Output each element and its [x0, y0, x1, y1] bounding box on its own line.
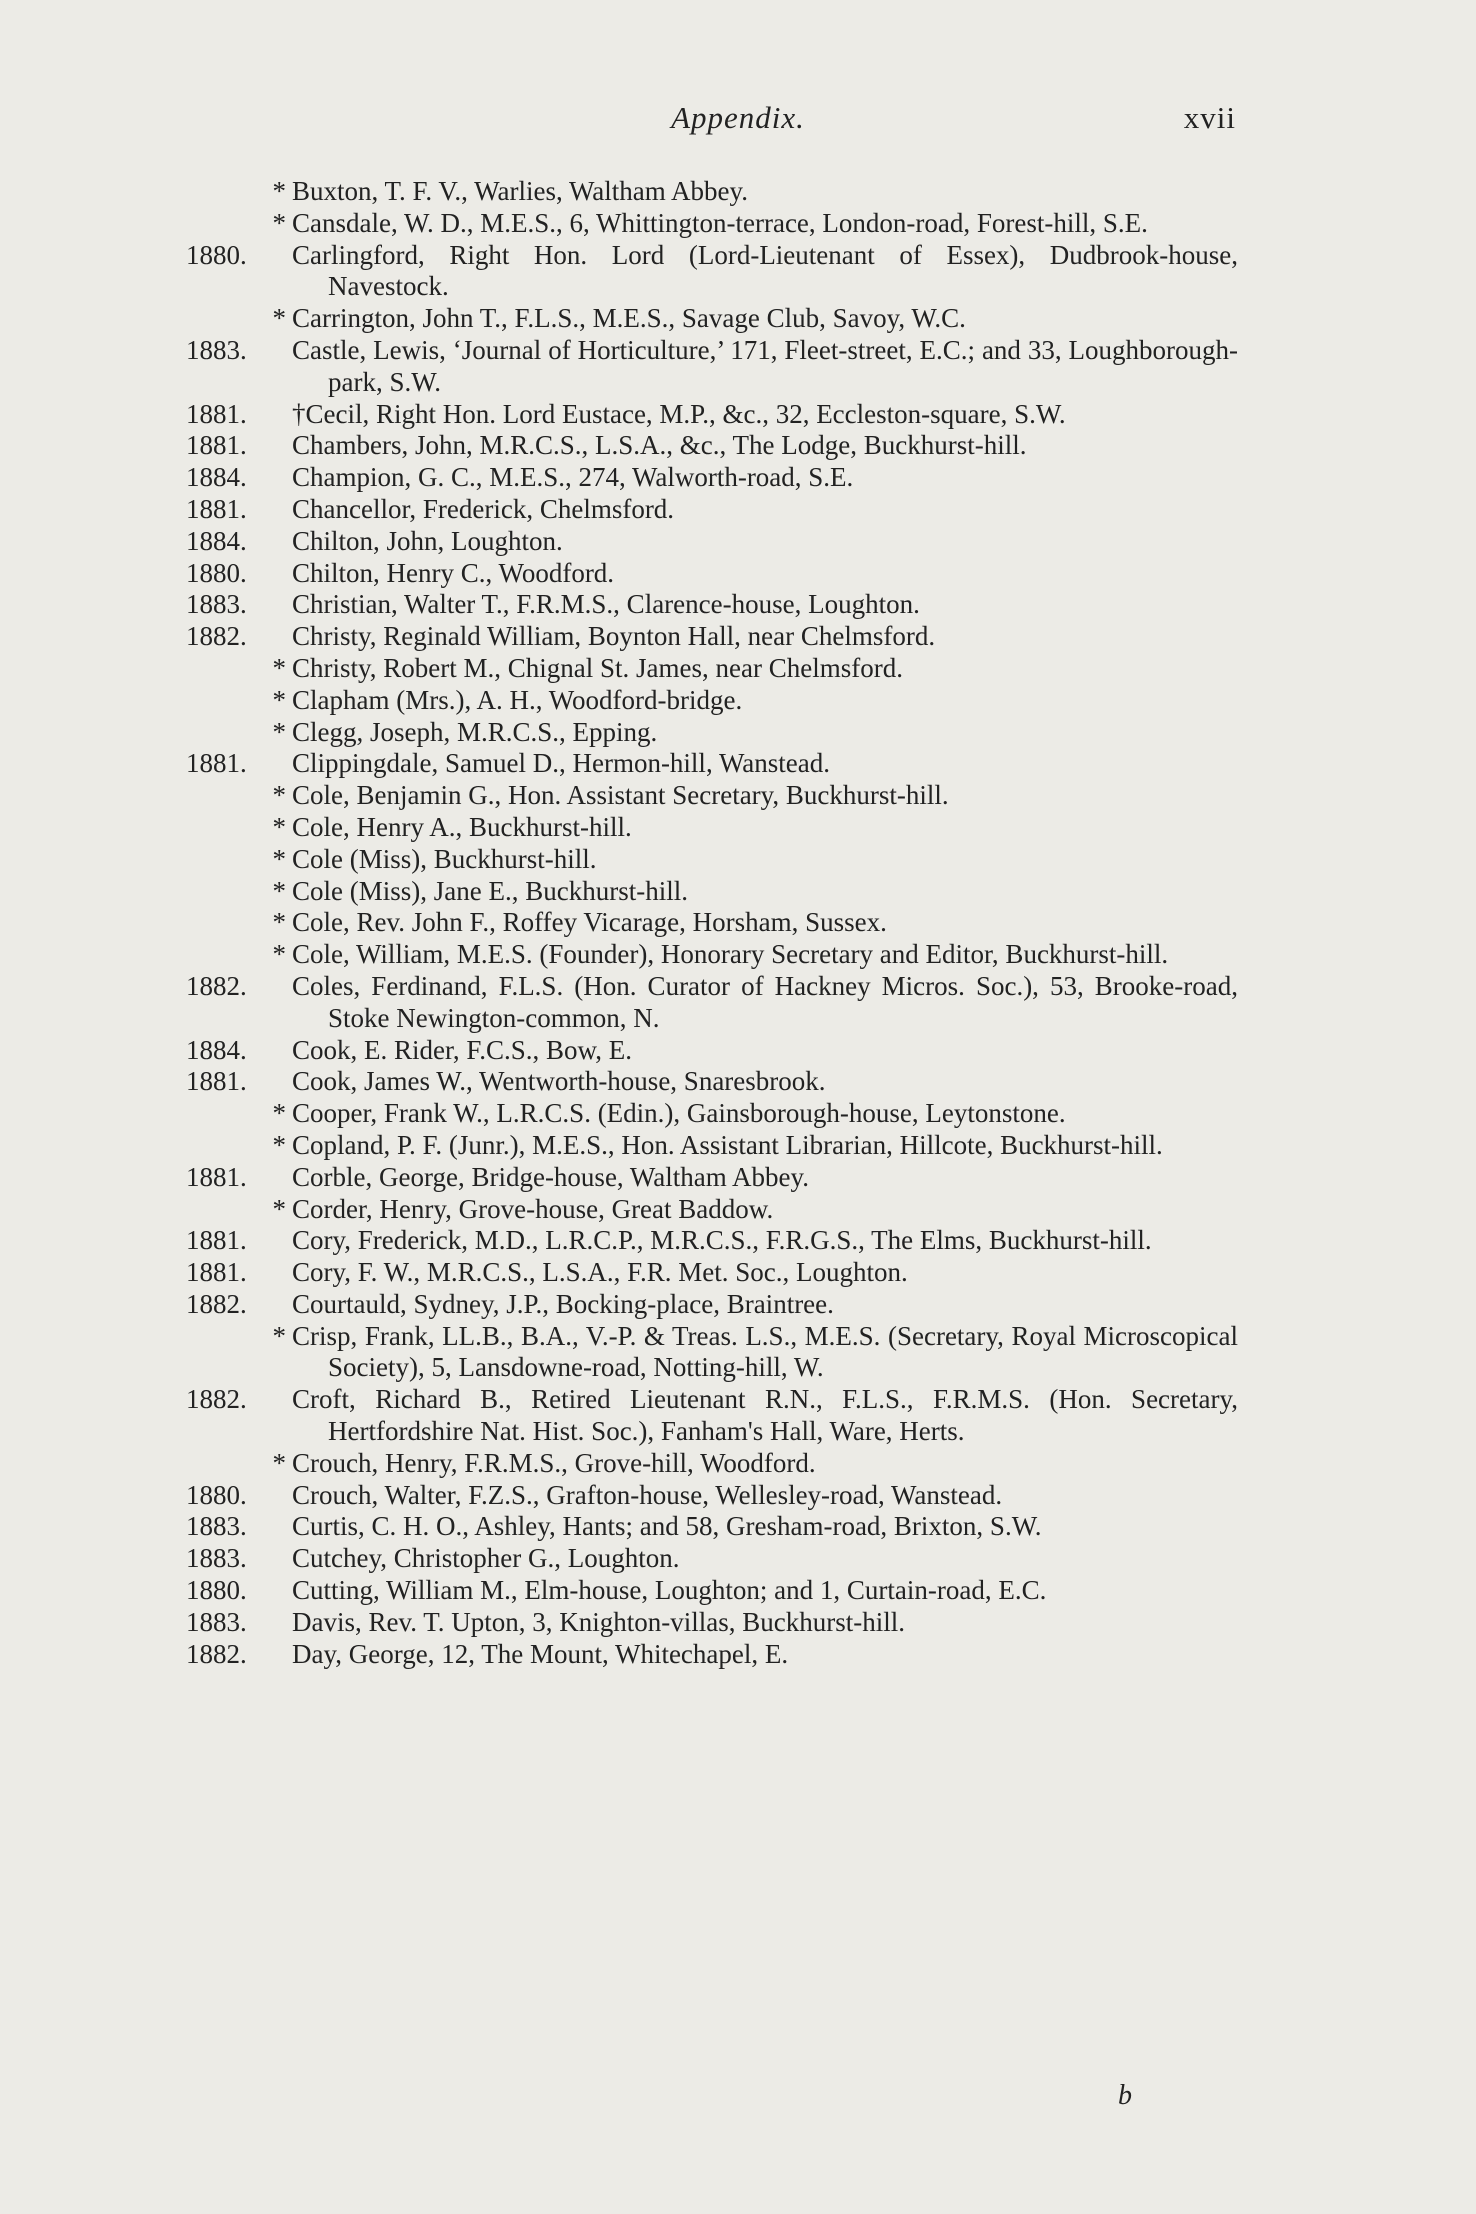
entry-text: Corder, Henry, Grove-house, Great Baddow. [292, 1193, 774, 1224]
entry-asterisk: * [272, 652, 286, 683]
entry-year: 1883. [186, 1606, 247, 1637]
entry-text: Cory, Frederick, M.D., L.R.C.P., M.R.C.S., F.R.G.S., The Elms, Buckhurst-hill. [292, 1225, 1152, 1256]
entry-asterisk: * [272, 1320, 286, 1351]
entry-text: Castle, Lewis, ‘Journal of Horticulture,’ 171, Fleet-street, E.C.; and 33, Loughborough-park, S.W. [292, 334, 1238, 397]
entry-asterisk: * [272, 1129, 286, 1160]
entry-text: Christy, Robert M., Chignal St. James, near Chelmsford. [292, 652, 903, 683]
entry-year: 1880. [186, 1479, 247, 1510]
member-entry [0, 303, 1238, 335]
entry-year: 1882. [186, 1384, 247, 1415]
entry-text: Champion, G. C., M.E.S., 274, Walworth-road, S.E. [292, 462, 854, 493]
page-header [0, 92, 1476, 152]
entry-year: 1881. [186, 1257, 247, 1288]
entry-year: 1881. [186, 748, 247, 779]
entry-text: Chancellor, Frederick, Chelmsford. [292, 493, 675, 524]
entry-asterisk: * [272, 811, 286, 842]
entry-text: †Cecil, Right Hon. Lord Eustace, M.P., &c., 32, Eccleston-square, S.W. [292, 398, 1066, 429]
member-entry [0, 1607, 1238, 1639]
entry-text: Cansdale, W. D., M.E.S., 6, Whittington-terrace, London-road, Forest-hill, S.E. [292, 207, 1148, 238]
member-entry [0, 1194, 1238, 1226]
entry-text: Chilton, Henry C., Woodford. [292, 557, 615, 588]
entry-text: Cole, Benjamin G., Hon. Assistant Secretary, Buckhurst-hill. [292, 780, 949, 811]
entry-asterisk: * [272, 907, 286, 938]
member-entry [0, 876, 1238, 908]
entry-text: Chambers, John, M.R.C.S., L.S.A., &c., The Lodge, Buckhurst-hill. [292, 430, 1027, 461]
member-entry [0, 176, 1238, 208]
entry-year: 1882. [186, 1638, 247, 1669]
entry-year: 1881. [186, 1066, 247, 1097]
entry-year: 1882. [186, 621, 247, 652]
entry-asterisk: * [272, 207, 286, 238]
member-entry [0, 526, 1238, 558]
member-entry [0, 1511, 1238, 1543]
entry-text: Cole (Miss), Jane E., Buckhurst-hill. [292, 875, 688, 906]
entry-text: Buxton, T. F. V., Warlies, Waltham Abbey. [292, 176, 748, 206]
entry-text: Carrington, John T., F.L.S., M.E.S., Savage Club, Savoy, W.C. [292, 303, 966, 334]
entry-text: Cole, William, M.E.S. (Founder), Honorary Secretary and Editor, Buckhurst-hill. [292, 939, 1169, 970]
member-entry [0, 621, 1238, 653]
member-entry [0, 1639, 1238, 1671]
member-entry [0, 971, 1238, 1035]
entry-text: Clegg, Joseph, M.R.C.S., Epping. [292, 716, 658, 747]
entry-text: Clapham (Mrs.), A. H., Woodford-bridge. [292, 684, 743, 715]
entry-asterisk: * [272, 684, 286, 715]
member-entry [0, 844, 1238, 876]
member-entry [0, 1384, 1238, 1448]
entry-year: 1884. [186, 1034, 247, 1065]
entry-text: Curtis, C. H. O., Ashley, Hants; and 58, Gresham-road, Brixton, S.W. [292, 1511, 1042, 1542]
entry-year: 1883. [186, 334, 247, 365]
entry-text: Cook, E. Rider, F.C.S., Bow, E. [292, 1034, 633, 1065]
entry-asterisk: * [272, 1193, 286, 1224]
entry-text: Davis, Rev. T. Upton, 3, Knighton-villas, Buckhurst-hill. [292, 1606, 905, 1637]
member-list [0, 176, 1476, 1670]
entry-text: Corble, George, Bridge-house, Waltham Abbey. [292, 1161, 809, 1192]
member-entry [0, 1480, 1238, 1512]
entry-text: Chilton, John, Loughton. [292, 525, 563, 556]
member-entry [0, 462, 1238, 494]
page-number: xvii [1183, 100, 1236, 135]
entry-text: Clippingdale, Samuel D., Hermon-hill, Wanstead. [292, 748, 830, 779]
member-entry [0, 1289, 1238, 1321]
member-entry [0, 399, 1238, 431]
member-entry [0, 1162, 1238, 1194]
signature-mark: b [1118, 2080, 1132, 2111]
entry-text: Cole (Miss), Buckhurst-hill. [292, 843, 597, 874]
entry-asterisk: * [272, 939, 286, 970]
entry-year: 1881. [186, 1225, 247, 1256]
entry-text: Cook, James W., Wentworth-house, Snaresbrook. [292, 1066, 826, 1097]
entry-year: 1882. [186, 1288, 247, 1319]
member-entry [0, 1321, 1238, 1385]
entry-text: Cole, Henry A., Buckhurst-hill. [292, 811, 632, 842]
member-entry [0, 1225, 1238, 1257]
entry-year: 1881. [186, 398, 247, 429]
entry-year: 1884. [186, 525, 247, 556]
entry-text: Christian, Walter T., F.R.M.S., Clarence-house, Loughton. [292, 589, 920, 620]
entry-text: Copland, P. F. (Junr.), M.E.S., Hon. Assistant Librarian, Hillcote, Buckhurst-hill. [292, 1129, 1163, 1160]
entry-text: Cole, Rev. John F., Roffey Vicarage, Horsham, Sussex. [292, 907, 887, 938]
entry-year: 1880. [186, 239, 247, 270]
entry-year: 1883. [186, 1511, 247, 1542]
member-entry [0, 653, 1238, 685]
entry-text: Crouch, Henry, F.R.M.S., Grove-hill, Woodford. [292, 1447, 816, 1478]
member-entry [0, 558, 1238, 590]
entry-text: Cutting, William M., Elm-house, Loughton; and 1, Curtain-road, E.C. [292, 1575, 1047, 1606]
member-entry [0, 1543, 1238, 1575]
entry-year: 1880. [186, 557, 247, 588]
entry-asterisk: * [272, 1098, 286, 1129]
entry-text: Day, George, 12, The Mount, Whitechapel, E. [292, 1638, 789, 1669]
member-entry [0, 589, 1238, 621]
entry-year: 1883. [186, 589, 247, 620]
entry-asterisk: * [272, 303, 286, 334]
member-entry [0, 335, 1238, 399]
entry-text: Croft, Richard B., Retired Lieutenant R.N., F.L.S., F.R.M.S. (Hon. Secretary, Hertfordshire Nat. Hist. Soc.), Fanham's Hall, Ware, Herts. [292, 1384, 1238, 1447]
member-entry [0, 494, 1238, 526]
entry-text: Cory, F. W., M.R.C.S., L.S.A., F.R. Met. Soc., Loughton. [292, 1257, 908, 1288]
running-title: Appendix. [671, 100, 805, 135]
member-entry [0, 1575, 1238, 1607]
member-entry [0, 907, 1238, 939]
member-entry [0, 685, 1238, 717]
entry-year: 1880. [186, 1575, 247, 1606]
entry-text: Christy, Reginald William, Boynton Hall, near Chelmsford. [292, 621, 936, 652]
member-entry [0, 1130, 1238, 1162]
member-entry [0, 812, 1238, 844]
member-entry [0, 780, 1238, 812]
entry-asterisk: * [272, 176, 286, 206]
entry-text: Courtauld, Sydney, J.P., Bocking-place, Braintree. [292, 1288, 834, 1319]
member-entry [0, 1035, 1238, 1067]
member-entry [0, 1098, 1238, 1130]
member-entry [0, 748, 1238, 780]
entry-year: 1881. [186, 493, 247, 524]
entry-year: 1883. [186, 1543, 247, 1574]
entry-asterisk: * [272, 843, 286, 874]
entry-year: 1884. [186, 462, 247, 493]
entry-asterisk: * [272, 716, 286, 747]
member-entry [0, 1257, 1238, 1289]
entry-text: Coles, Ferdinand, F.L.S. (Hon. Curator of Hackney Micros. Soc.), 53, Brooke-road, Stoke Newington-common, N. [292, 970, 1238, 1033]
entry-text: Crisp, Frank, LL.B., B.A., V.-P. & Treas. L.S., M.E.S. (Secretary, Royal Microscopical Society), 5, Lansdowne-road, Notting-hill, W. [292, 1320, 1238, 1383]
member-entry [0, 1448, 1238, 1480]
entry-text: Crouch, Walter, F.Z.S., Grafton-house, Wellesley-road, Wanstead. [292, 1479, 1003, 1510]
entry-text: Cutchey, Christopher G., Loughton. [292, 1543, 680, 1574]
entry-asterisk: * [272, 780, 286, 811]
member-entry [0, 240, 1238, 304]
member-entry [0, 208, 1238, 240]
entry-year: 1882. [186, 970, 247, 1001]
entry-asterisk: * [272, 875, 286, 906]
entry-text: Carlingford, Right Hon. Lord (Lord-Lieutenant of Essex), Dudbrook-house, Navestock. [292, 239, 1238, 302]
entry-year: 1881. [186, 1161, 247, 1192]
entry-asterisk: * [272, 1447, 286, 1478]
entry-year: 1881. [186, 430, 247, 461]
entry-text: Cooper, Frank W., L.R.C.S. (Edin.), Gainsborough-house, Leytonstone. [292, 1098, 1066, 1129]
member-entry [0, 430, 1238, 462]
member-entry [0, 717, 1238, 749]
member-entry [0, 1066, 1238, 1098]
member-entry [0, 939, 1238, 971]
